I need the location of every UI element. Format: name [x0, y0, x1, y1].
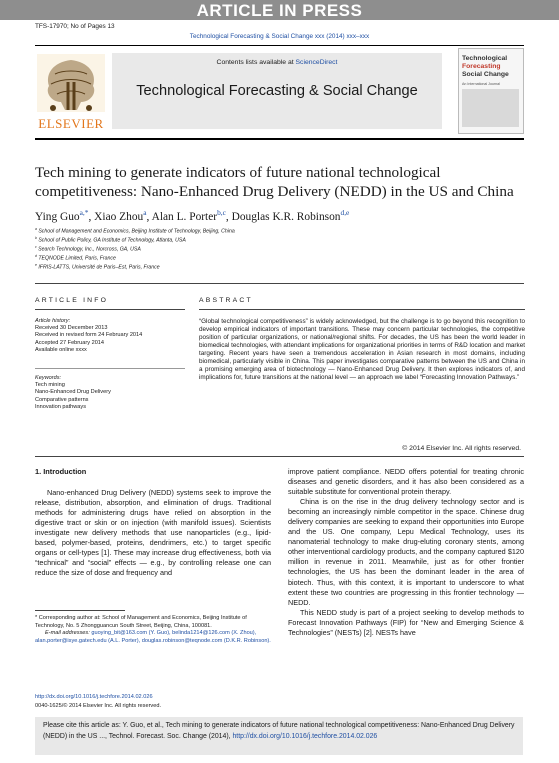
corresponding-author-footnote: * Corresponding author at: School of Management and Economics, Beijing Institute of Technology, No. 5 Zhongguancun South Street, Beijing, China, 100081. E-mail addresses: guoying_bit@163.com (Y. Guo), belinda1214@126.com (X. Zhou), alan.porter@isye.gatech.edu (A.L. Porter), douglas.robinson@teqnode.com (D.K.R. Robinson). — [35, 615, 271, 644]
affiliation-rule — [35, 283, 524, 284]
article-info-heading: ARTICLE INFO — [35, 297, 109, 304]
article-in-press-banner: ARTICLE IN PRESS — [0, 0, 559, 20]
journal-name: Technological Forecasting & Social Change — [136, 83, 418, 99]
abstract-rule — [199, 309, 525, 310]
header-rule — [35, 45, 524, 46]
citation-text: Please cite this article as: Y. Guo, et al., Tech mining to generate indicators of future national technological competitiveness: Nano-Enhanced Drug Delivery (NEDD) in the US ..., Technol. Forecast. Soc. Change (2014), http://dx.doi.org/10.1016/j.techfore.2014.02.026 — [43, 722, 515, 740]
journal-reference[interactable]: Technological Forecasting & Social Change xxx (2014) xxx–xxx — [189, 33, 370, 40]
author-emails[interactable]: guoying_bit@163.com (Y. Guo), belinda1214@126.com (X. Zhou), alan.porter@isye.gatech.edu (A.L. Porter), douglas.robinson@teqnode.com (D.K.R. Robinson). — [35, 630, 271, 644]
history-item: Accepted 27 February 2014 — [35, 339, 105, 346]
body-paragraph: Nano-enhanced Drug Delivery (NEDD) systems seek to improve the release, distribution, absorption, and elimination of drugs. Traditional methods for administering drugs have relied on absorption in the digestive tract or skin or on injection (with manifold issues). Scientists investigate new delivery methods that use nanoparticles (e.g., lipid-based, polymer-based, proteins, dendrimers, etc.) to target specific organs or cell-types [1]. These may increase drug effectiveness, both via “technical” and “social” effects — e.g., by controlling release one can reduce the size of dose and frequency and — [35, 488, 271, 578]
article-info-rule — [35, 309, 185, 310]
abstract-copyright: © 2014 Elsevier Inc. All rights reserved. — [402, 445, 521, 452]
affiliation-c: $^c$ Search Technology, Inc., Norcross, GA, USA — [35, 245, 141, 253]
abstract-heading: ABSTRACT — [199, 297, 253, 304]
contents-line — [112, 59, 442, 66]
intro-right-column — [288, 467, 524, 638]
keywords-rule — [35, 368, 185, 369]
section-heading-introduction: 1. Introduction — [35, 467, 87, 476]
cover-subtitle: An International Journal — [462, 82, 500, 86]
author-list: Ying Guo$^{a,*}$, Xiao Zhou$^a$, Alan L. Porter$^{b,c}$, Douglas K.R. Robinson$^{d,e}$ — [35, 208, 350, 223]
keyword: Comparative patterns — [35, 396, 89, 403]
keywords: Keywords: Tech mining Nano-Enhanced Drug Delivery Comparative patterns Innovation pathways — [35, 375, 111, 410]
abstract-text: “Global technological competitiveness” is widely acknowledged, but the challenge is to go beyond this recognition to develop empirical indicators of important transitions. These may concern particular technologies, the competitive position of particular organizations, or national/regional shifts. For decades, the US has been the world leader in biomedical technologies, with attendant implications for organizational priorities in terms of R&D location and market targeting. Recent years have seen a tremendous acceleration in Asian research in most domains, including biomedical, particularly visible in China. This paper investigates comparative patterns between the US and China in a promising emerging area of biotechnology — Nano-Enhanced Drug Delivery. It then explores indicators of, and implications for, future transitions at the national level — an approach we label “Forecasting Innovation Pathways.” — [199, 318, 525, 382]
author-affiliation-mark[interactable]: a,* — [79, 208, 89, 217]
author-name[interactable]: Ying Guo — [35, 210, 80, 223]
footnote-rule — [35, 610, 125, 611]
author-name[interactable]: Xiao Zhou — [94, 210, 144, 223]
article-history: Article history: Received 30 December 2013 Received in revised form 24 February 2014 Accepted 27 February 2014 Available online xxxx — [35, 318, 143, 353]
article-title: Tech mining to generate indicators of future national technological competitiveness: Nano-Enhanced Drug Delivery (NEDD) in the US and China — [35, 164, 514, 200]
intro-left-column — [35, 488, 271, 578]
journal-cover-image — [458, 48, 524, 134]
history-item: Available online xxxx — [35, 346, 87, 353]
contents-prefix: Contents lists available at — [216, 59, 296, 66]
affiliation-a: $^a$ School of Management and Economics, Beijing Institute of Technology, Beijing, China — [35, 227, 235, 235]
author-name[interactable]: Alan L. Porter — [151, 210, 218, 223]
author-name[interactable]: Douglas K.R. Robinson — [231, 210, 341, 223]
affiliation-b: $^b$ School of Public Policy, GA Institute of Technology, Atlanta, USA — [35, 236, 186, 244]
issn-line: 0040-1625/© 2014 Elsevier Inc. All rights reserved. — [35, 703, 162, 709]
author-affiliation-mark[interactable]: d,e — [340, 208, 350, 217]
citation-doi-link[interactable]: http://dx.doi.org/10.1016/j.techfore.2014.02.026 — [232, 732, 378, 740]
masthead-rule — [35, 138, 524, 140]
document-id: TFS-17970; No of Pages 13 — [35, 23, 115, 30]
sciencedirect-link[interactable]: ScienceDirect — [295, 59, 338, 66]
keyword: Innovation pathways — [35, 403, 86, 410]
cover-artwork — [462, 89, 519, 127]
affiliation-e: $^e$ IFRIS-LATTS, Université de Paris–Est, Paris, France — [35, 263, 160, 271]
body-paragraph: China is on the rise in the drug delivery technology sector and is becoming an increasingly nimble competitor in the space. Chinese drug delivery companies are seeking to expand their opportunities into Europe and the US. One company, Lepu Medical Technology, uses its nanomaterial technology to make drug-eluting coronary stents, among other interventional cardiology products, and the company captured $120 million in revenue in 2011. Meanwhile, just as for other frontier technologies, the US has been the dominant leader in the area of biotech. Thus, with this context, it is important to underscore to what extent these two countries are progressing in this frontier technology — NEDD. — [288, 497, 524, 607]
cover-title-line1: Technological — [462, 55, 508, 62]
history-item: Received in revised form 24 February 2014 — [35, 332, 143, 339]
abstract-end-rule — [35, 456, 524, 457]
keyword: Nano-Enhanced Drug Delivery — [35, 389, 111, 396]
body-paragraph: This NEDD study is part of a project seeking to develop methods to Forecast Innovation Pathways (FIP) for “New and Emerging Science & Technologies” (NESTs) [2]. NESTs have — [288, 607, 524, 637]
body-paragraph: improve patient compliance. NEDD offers potential for treating chronic diseases and genetic disorders, and it has also been considered as a suitable substitute for conventional protein therapy. — [288, 467, 524, 497]
publisher-name: ELSEVIER — [38, 116, 104, 131]
elsevier-logo — [35, 52, 107, 130]
author-affiliation-mark[interactable]: a — [143, 208, 147, 217]
doi-link[interactable]: http://dx.doi.org/10.1016/j.techfore.2014.02.026 — [35, 694, 153, 700]
cover-title-line3: Social Change — [462, 71, 509, 78]
author-affiliation-mark[interactable]: b,c — [217, 208, 226, 217]
history-item: Received 30 December 2013 — [35, 325, 108, 332]
cover-title-line2: Forecasting — [462, 63, 501, 70]
affiliation-d: $^d$ TEQNODE Limited, Paris, France — [35, 254, 116, 262]
keyword: Tech mining — [35, 382, 65, 389]
